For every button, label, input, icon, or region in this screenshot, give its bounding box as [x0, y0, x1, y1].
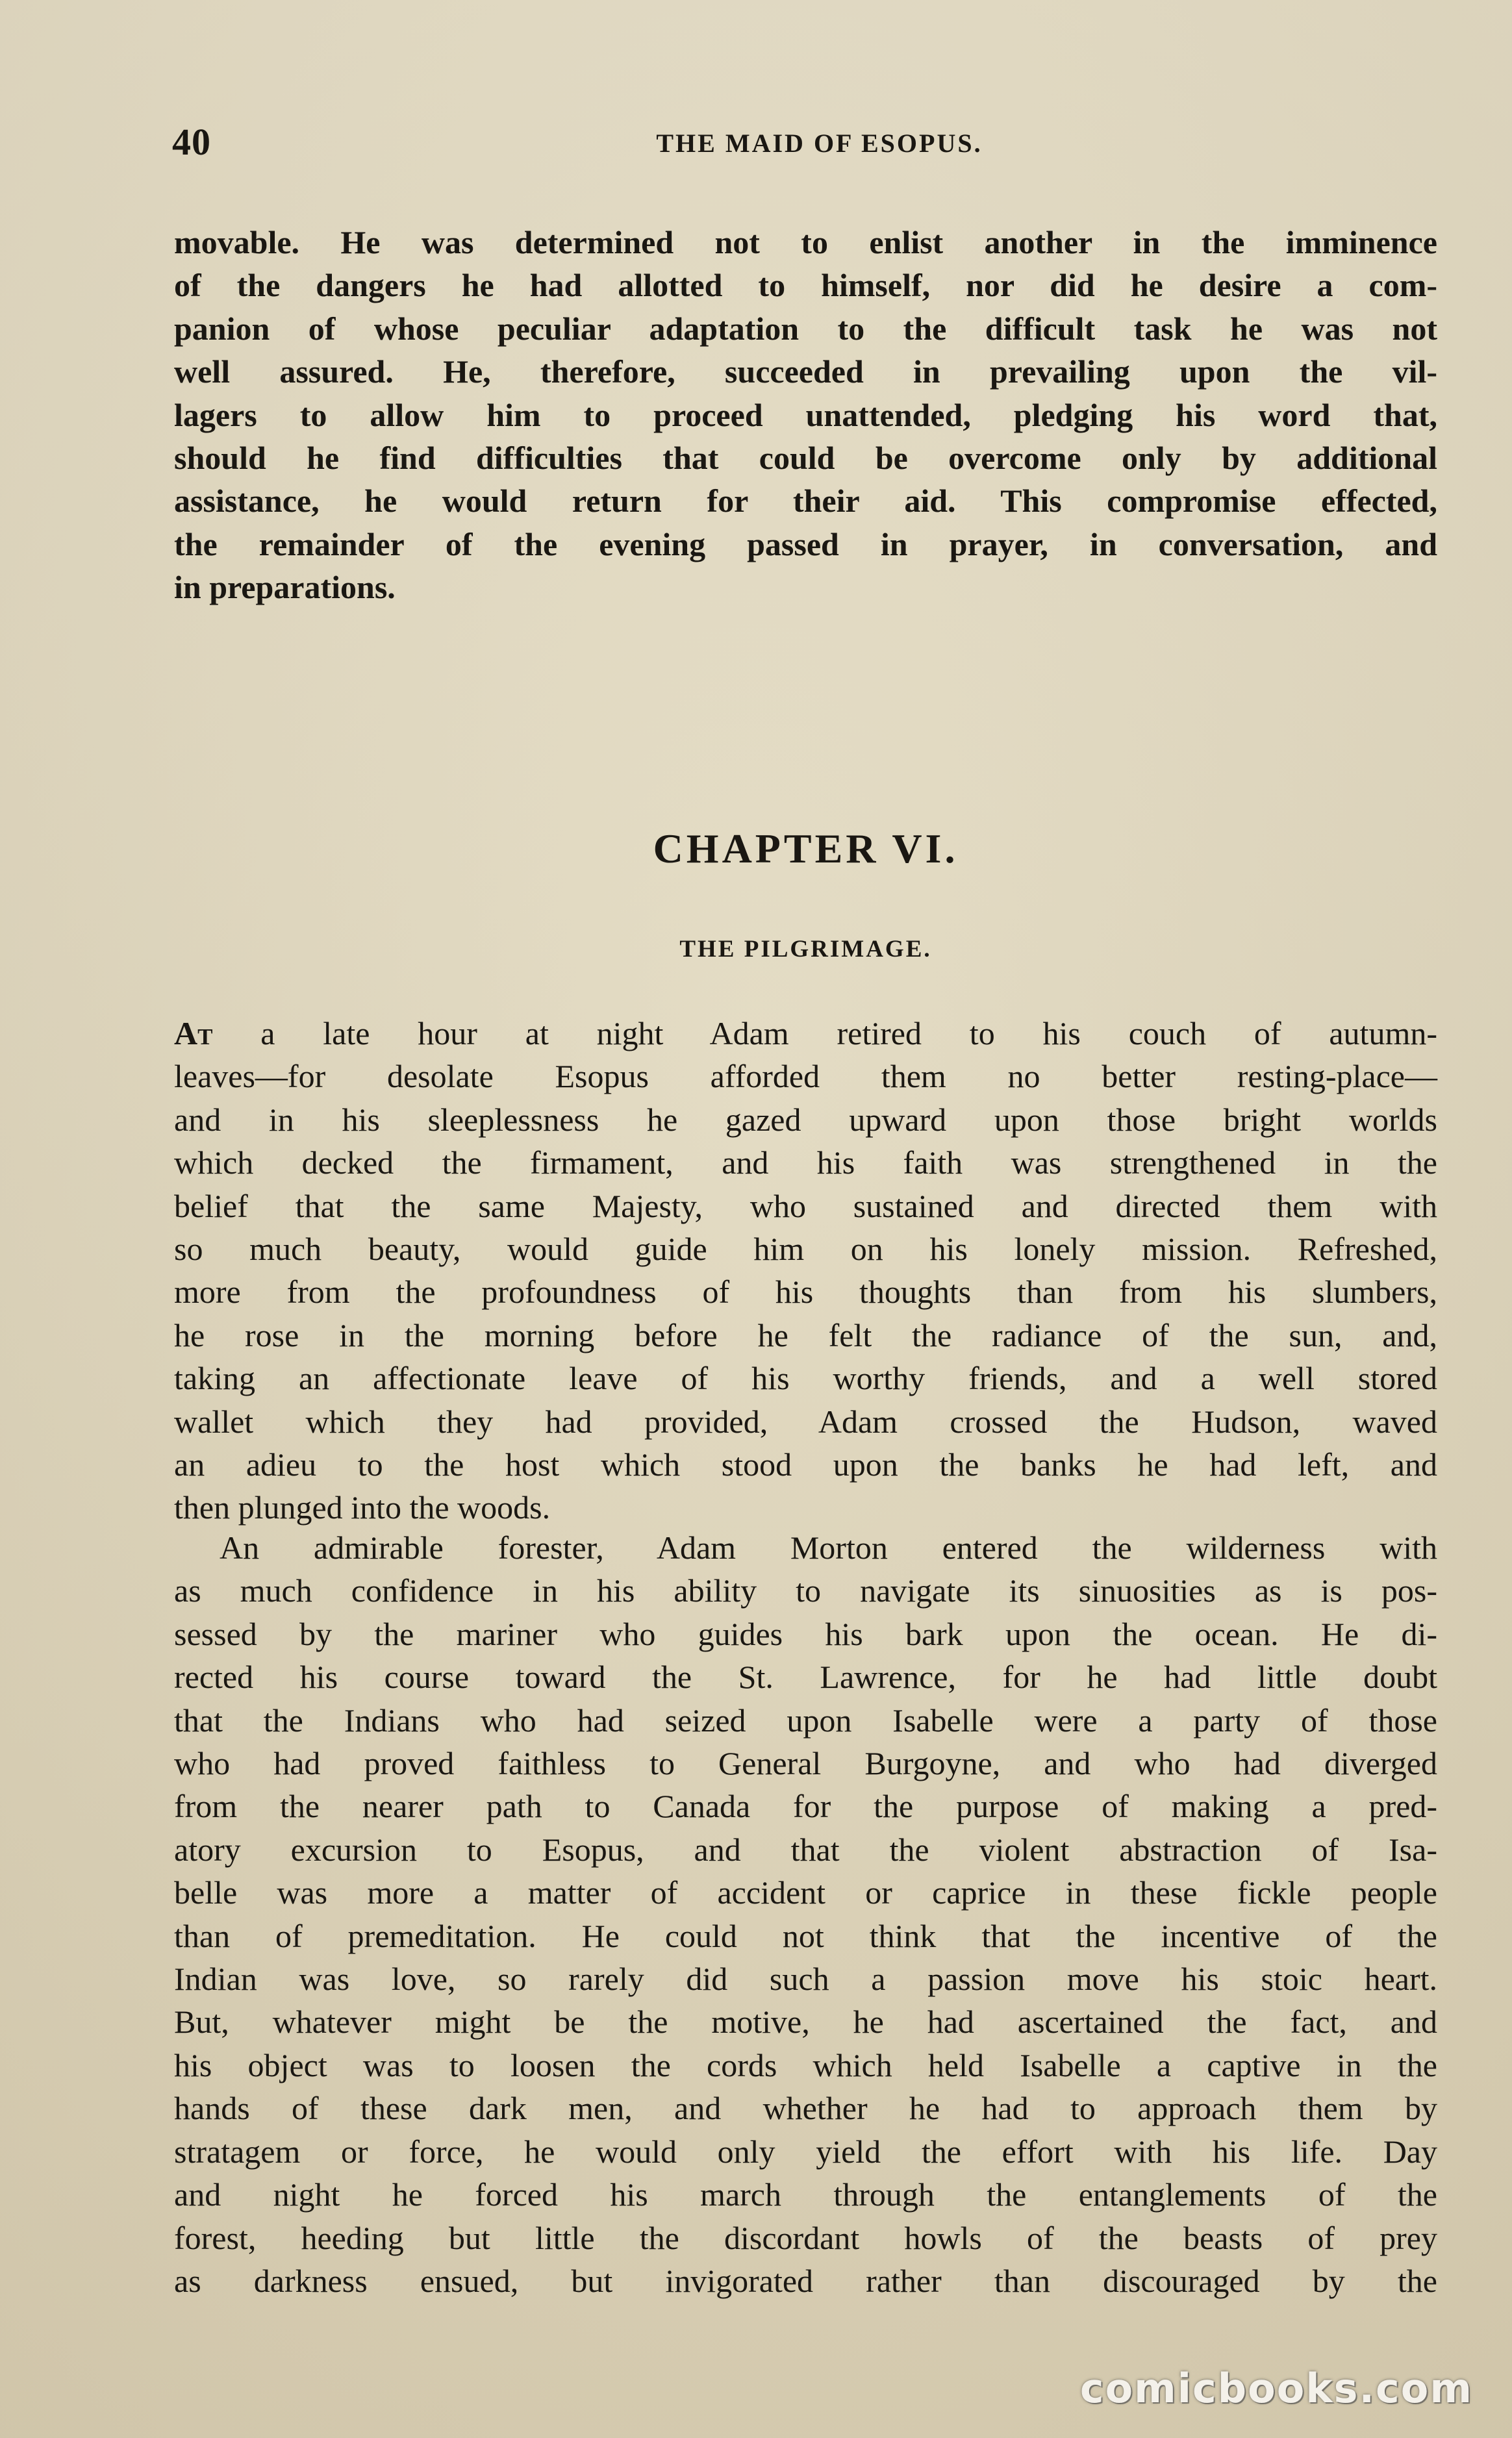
text-line: and night he forced his march through the entanglements of the: [174, 2176, 1437, 2213]
text-line: rected his course toward the St. Lawrence, for he had little doubt: [174, 1659, 1437, 1696]
text-line: wallet which they had provided, Adam crossed the Hudson, waved: [174, 1403, 1437, 1440]
text-line: Indian was love, so rarely did such a passion move his stoic heart.: [174, 1961, 1437, 1998]
text-line: that the Indians who had seized upon Isabelle were a party of those: [174, 1702, 1437, 1739]
text-line: belle was more a matter of accident or caprice in these fickle people: [174, 1874, 1437, 1911]
text-line: in preparations.: [174, 569, 396, 606]
running-title: THE MAID OF ESOPUS.: [656, 129, 983, 158]
text-line: from the nearer path to Canada for the purpose of making a pred-: [174, 1788, 1437, 1825]
opening-word: At: [174, 1015, 213, 1051]
text-line: But, whatever might be the motive, he had ascertained the fact, and: [174, 2004, 1437, 2041]
text-line: sessed by the mariner who guides his bark upon the ocean. He di-: [174, 1615, 1437, 1652]
text-fragment: a late hour at night Adam retired to his couch of autumn-: [212, 1015, 1437, 1051]
text-line: stratagem or force, he would only yield the effort with his life. Day: [174, 2133, 1437, 2170]
chapter-subtitle: THE PILGRIMAGE.: [679, 936, 932, 962]
text-line: leaves—for desolate Esopus afforded them no better resting-place—: [174, 1058, 1437, 1095]
text-line: as darkness ensued, but invigorated rather than discouraged by the: [174, 2262, 1437, 2299]
paragraph-forester: [174, 1526, 1437, 2302]
text-line: his object was to loosen the cords which held Isabelle a captive in the: [174, 2046, 1437, 2083]
text-line: more from the profoundness of his thoughts than from his slumbers,: [174, 1274, 1437, 1311]
text-line: who had proved faithless to General Burgoyne, and who had diverged: [174, 1745, 1437, 1782]
site-watermark: comicbooks.com: [1079, 2365, 1473, 2412]
text-line: forest, heeding but little the discordant howls of the beasts of prey: [174, 2219, 1437, 2256]
text-line: than of premeditation. He could not think that the incentive of the: [174, 1917, 1437, 1954]
text-line: which decked the firmament, and his faith was strengthened in the: [174, 1144, 1437, 1181]
text-line: assistance, he would return for their aid. This compromise effected,: [174, 483, 1437, 520]
chapter-title: CHAPTER VI.: [653, 825, 959, 872]
text-line: he rose in the morning before he felt the radiance of the sun, and,: [174, 1316, 1437, 1353]
text-line: so much beauty, would guide him on his lonely mission. Refreshed,: [174, 1231, 1437, 1268]
text-line: panion of whose peculiar adaptation to the difficult task he was not: [174, 310, 1437, 347]
text-line: of the dangers he had allotted to himself, nor did he desire a com-: [174, 267, 1437, 304]
text-line: and in his sleeplessness he gazed upward upon those bright worlds: [174, 1101, 1437, 1138]
text-line: an adieu to the host which stood upon the banks he had left, and: [174, 1446, 1437, 1483]
text-line: An admirable forester, Adam Morton entered the wilderness with: [220, 1529, 1437, 1566]
text-line-first: [174, 1012, 1437, 1055]
text-line: hands of these dark men, and whether he had to approach them by: [174, 2090, 1437, 2127]
text-line: belief that the same Majesty, who sustained and directed them with: [174, 1187, 1437, 1224]
paragraph-continued: [174, 221, 1437, 609]
text-line: atory excursion to Esopus, and that the violent abstraction of Isa-: [174, 1831, 1437, 1868]
text-line: movable. He was determined not to enlist another in the imminence: [174, 224, 1437, 260]
text-line: then plunged into the woods.: [174, 1489, 551, 1526]
text-line: as much confidence in his ability to navigate its sinuosities as is pos-: [174, 1572, 1437, 1609]
page-number: 40: [172, 121, 211, 163]
text-line: should he find difficulties that could be overcome only by additional: [174, 440, 1437, 477]
page-header: [172, 120, 1441, 166]
text-line: lagers to allow him to proceed unattended, pledging his word that,: [174, 396, 1437, 433]
text-line: taking an affectionate leave of his worthy friends, and a well stored: [174, 1360, 1437, 1397]
text-line: the remainder of the evening passed in prayer, in conversation, and: [174, 525, 1437, 562]
text-line: well assured. He, therefore, succeeded in prevailing upon the vil-: [174, 353, 1437, 390]
paragraph-chapter-opening: [174, 1012, 1437, 1529]
